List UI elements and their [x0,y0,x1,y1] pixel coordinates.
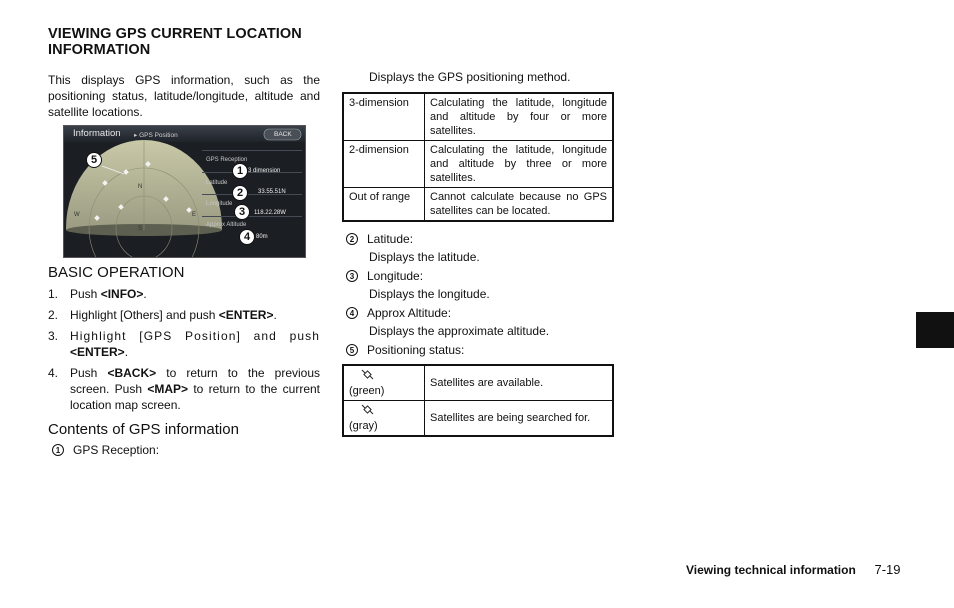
item-gps-reception [52,443,159,457]
step-text: Highlight [Others] and push [70,308,219,322]
method-description: Displays the GPS positioning method. [369,70,571,84]
screen-value-latitude: 33.55.51N [258,189,286,195]
callout-1: 1 [232,163,248,179]
step-text-end: . [143,287,147,301]
step-text-end: . [273,308,277,322]
screen-label-altitude: Approx Altitude [206,222,247,228]
table-row [343,365,613,401]
item-label: Longitude: [367,269,424,283]
screen-subtitle: ▸ GPS Position [134,132,178,139]
step-text: Highlight [GPS Position] and push [70,329,320,343]
table-row [343,188,613,222]
gps-screen-image [63,125,306,258]
page-footer [686,562,901,577]
step-key: <ENTER> [70,345,125,359]
screen-value-altitude: 80m [256,234,268,240]
screen-back-label: BACK [274,131,292,138]
page-number: 7-19 [874,562,901,577]
status-desc-cell: Satellites are being searched for. [425,401,614,437]
status-icon-cell [343,365,425,401]
screen-title: Information [73,128,121,139]
step-number: 2. [48,308,59,322]
callout-4: 4 [239,229,255,245]
contents-title: Contents of GPS information [48,421,239,438]
status-icon-cell [343,401,425,437]
item-latitude [346,230,549,248]
compass-west: W [74,212,80,218]
step-2 [48,307,320,323]
compass-south: S [138,226,143,232]
satellite-icon [349,404,419,419]
item-desc: Displays the approximate altitude. [369,324,550,338]
item-label: GPS Reception: [73,443,160,457]
item-desc: Displays the longitude. [369,287,490,301]
table-row [343,141,613,188]
item-label: Approx Altitude: [367,306,452,320]
item-label: Latitude: [367,232,414,246]
status-table [342,364,614,437]
callout-2: 2 [232,185,248,201]
step-number: 3. [48,329,59,343]
screen-label-longitude: Longitude [206,201,233,207]
item-positioning-status [346,341,549,359]
method-table [342,92,614,222]
item-number: 1 [52,444,64,456]
footer-section: Viewing technical information [686,563,856,577]
item-longitude [346,267,549,285]
compass-north: N [138,184,143,190]
item-desc: Displays the latitude. [369,250,480,264]
screen-value-reception: 3 dimension [248,168,281,174]
desc-cell: Calculating the latitude, longitude and altitude by three or more satellites. [425,141,614,188]
chapter-tab-marker [916,312,954,348]
step-text: Push [70,287,101,301]
table-row [343,93,613,141]
desc-cell: Calculating the latitude, longitude and altitude by four or more satellites. [425,93,614,141]
item-number: 2 [346,233,358,245]
step-text: Push [70,366,108,380]
mode-cell: 2-dimension [343,141,425,188]
step-key: <BACK> [107,366,157,380]
callout-5: 5 [86,152,102,168]
screen-label-latitude: Latitude [206,180,228,186]
screen-value-longitude: 118.22.28W [254,210,286,216]
step-3 [48,328,320,360]
item-altitude [346,304,549,322]
basic-operation-title: BASIC OPERATION [48,264,185,281]
screen-label-reception: GPS Reception [206,157,248,163]
satellite-icon [349,369,419,384]
compass-east: E [192,212,197,218]
step-text-mid: to return to the previous screen. Push [70,366,321,396]
callout-3: 3 [234,204,250,220]
step-key: <ENTER> [218,308,274,322]
step-1 [48,286,320,302]
status-color-label: (gray) [349,420,378,432]
step-text-end: . [124,345,130,359]
item-number: 3 [346,270,358,282]
desc-cell: Cannot calculate because no GPS satellites can be located. [425,188,614,222]
item-number: 4 [346,307,358,319]
page-heading: VIEWING GPS CURRENT LOCATION INFORMATION [48,26,302,58]
table-row [343,401,613,437]
step-4 [48,365,320,413]
steps-list [48,286,320,418]
mode-cell: 3-dimension [343,93,425,141]
status-color-label: (green) [349,385,385,397]
item-label: Positioning status: [367,343,465,357]
step-number: 1. [48,287,59,301]
step-key-2: <MAP> [147,382,189,396]
right-items [346,230,549,359]
step-number: 4. [48,366,59,380]
step-text-end: to return to the current location map screen. [70,382,321,412]
intro-paragraph: This displays GPS information, such as the positioning status, latitude/longitude, altitude and satellite locations. [48,73,320,119]
status-desc-cell: Satellites are available. [425,365,614,401]
mode-cell: Out of range [343,188,425,222]
step-key: <INFO> [100,287,144,301]
item-number: 5 [346,344,358,356]
